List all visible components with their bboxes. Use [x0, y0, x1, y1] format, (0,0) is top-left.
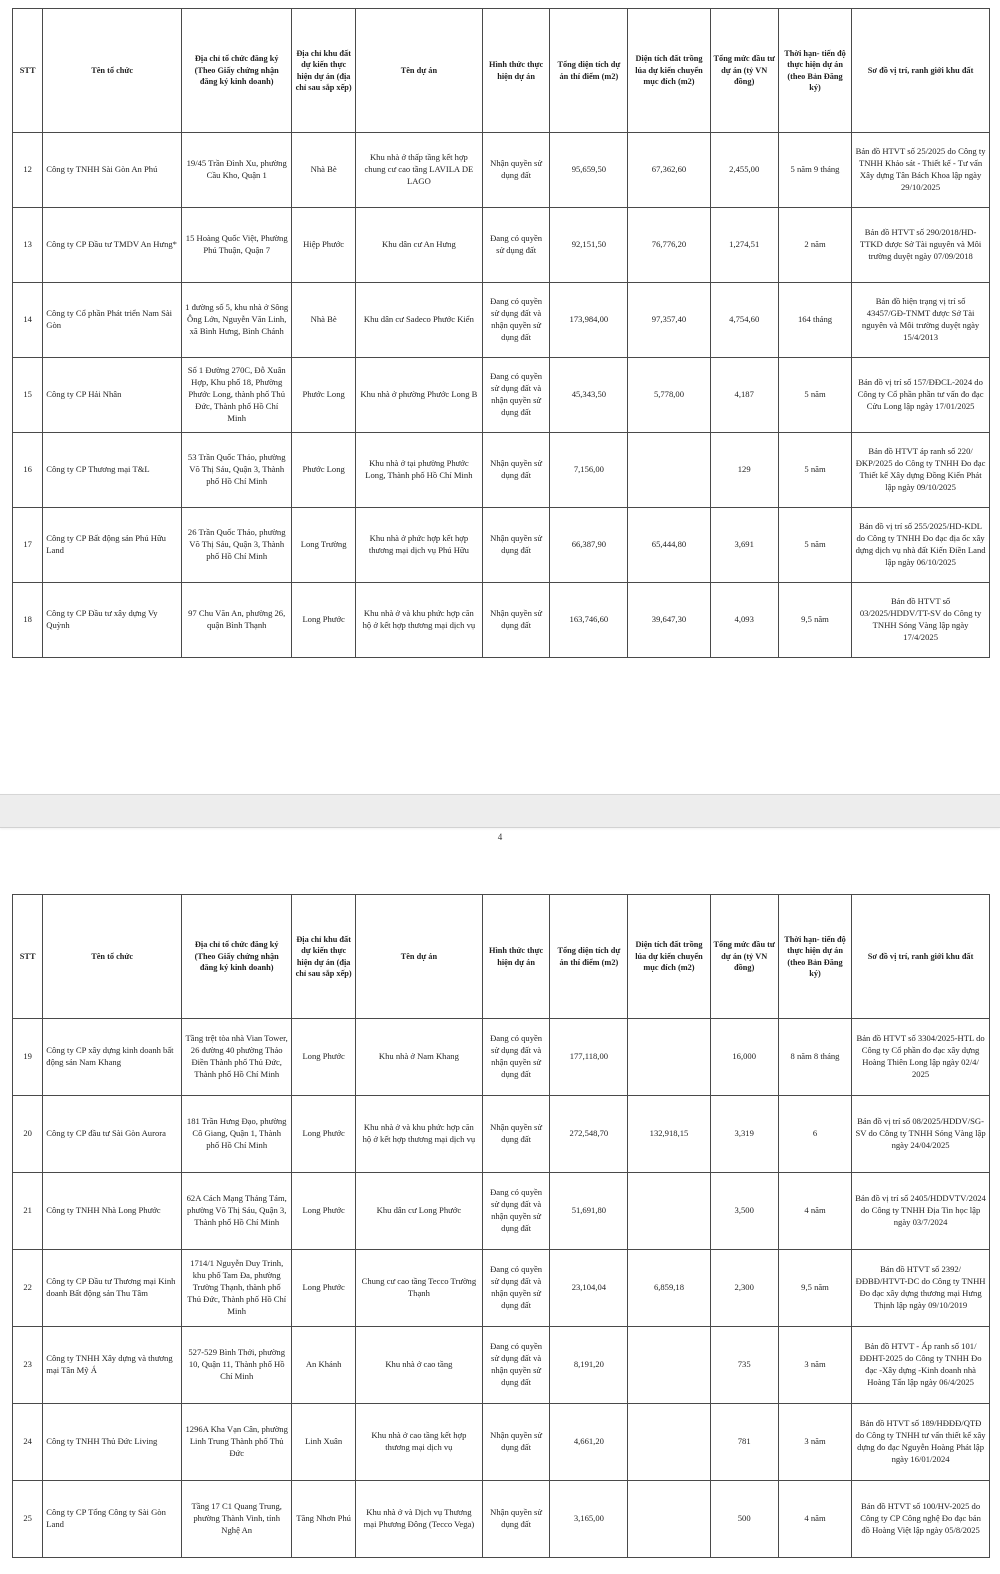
- cell-project-name: Khu nhà ở Nam Khang: [355, 1019, 482, 1096]
- cell-project-name: Khu nhà ở và Dịch vụ Thương mại Phương Đông (Tecco Vega): [355, 1481, 482, 1558]
- cell-map-info: Bản đồ hiện trạng vị trí số 43457/GĐ-TNMT được Sở Tài nguyên và Môi trường duyệt ngày 15/4/2013: [852, 283, 990, 358]
- projects-table-page-top: [12, 8, 990, 658]
- cell-land-address: Long Phước: [292, 1096, 356, 1173]
- page-number-row: [0, 828, 1000, 894]
- cell-organization-name: Công ty CP Hải Nhân: [43, 358, 182, 433]
- cell-rice-land-area: 65,444,80: [628, 508, 710, 583]
- cell-investment-amount: 3,691: [710, 508, 778, 583]
- table-row: [13, 433, 990, 508]
- cell-rice-land-area: 67,362,60: [628, 133, 710, 208]
- cell-stt: 14: [13, 283, 43, 358]
- cell-stt: 15: [13, 358, 43, 433]
- cell-total-area: 66,387,90: [550, 508, 628, 583]
- cell-total-area: 8,191,20: [550, 1327, 628, 1404]
- cell-organization-address: 26 Trần Quốc Thảo, phường Võ Thị Sáu, Quận 3, Thành phố Hồ Chí Minh: [182, 508, 292, 583]
- cell-implementation-form: Nhận quyền sử dụng đất: [482, 508, 549, 583]
- cell-organization-name: Công ty TNHH Nhà Long Phước: [43, 1173, 182, 1250]
- cell-stt: 25: [13, 1481, 43, 1558]
- table-row: [13, 1096, 990, 1173]
- cell-total-area: 177,118,00: [550, 1019, 628, 1096]
- cell-investment-amount: 3,319: [710, 1096, 778, 1173]
- table-row: [13, 583, 990, 658]
- cell-land-address: Long Phước: [292, 1250, 356, 1327]
- cell-stt: 16: [13, 433, 43, 508]
- cell-organization-name: Công ty CP Đầu tư Thương mại Kinh doanh Bất động sản Thu Tâm: [43, 1250, 182, 1327]
- cell-duration: 9,5 năm: [778, 583, 851, 658]
- cell-organization-address: 19/45 Trần Đình Xu, phường Cầu Kho, Quận 1: [182, 133, 292, 208]
- cell-organization-name: Công ty TNHH Sài Gòn An Phú: [43, 133, 182, 208]
- cell-project-name: Chung cư cao tầng Tecco Trường Thạnh: [355, 1250, 482, 1327]
- cell-organization-address: 53 Trần Quốc Thảo, phường Võ Thị Sáu, Quận 3, Thành phố Hồ Chí Minh: [182, 433, 292, 508]
- cell-organization-name: Công ty CP Thương mại T&L: [43, 433, 182, 508]
- cell-land-address: Tăng Nhơn Phú: [292, 1481, 356, 1558]
- cell-duration: 5 năm 9 tháng: [778, 133, 851, 208]
- cell-land-address: Long Phước: [292, 1173, 356, 1250]
- cell-rice-land-area: 97,357,40: [628, 283, 710, 358]
- table-row: [13, 1481, 990, 1558]
- cell-rice-land-area: [628, 1481, 710, 1558]
- cell-stt: 23: [13, 1327, 43, 1404]
- cell-organization-address: 527-529 Bình Thới, phường 10, Quận 11, Thành phố Hồ Chí Minh: [182, 1327, 292, 1404]
- cell-stt: 24: [13, 1404, 43, 1481]
- cell-total-area: 3,165,00: [550, 1481, 628, 1558]
- page-4-top-section: [0, 0, 1000, 658]
- cell-investment-amount: 3,500: [710, 1173, 778, 1250]
- cell-map-info: Bản đồ HTVT số 03/2025/HDDV/TT-SV do Công ty TNHH Sóng Vàng lập ngày 17/4/2025: [852, 583, 990, 658]
- cell-total-area: 92,151,50: [550, 208, 628, 283]
- cell-duration: 5 năm: [778, 433, 851, 508]
- table-row: [13, 1173, 990, 1250]
- cell-investment-amount: 735: [710, 1327, 778, 1404]
- cell-organization-address: Tầng trệt tòa nhà Vian Tower, 26 đường 40 phường Thảo Điền Thành phố Thủ Đức, Thành phố Hồ Chí Minh: [182, 1019, 292, 1096]
- cell-organization-address: 15 Hoàng Quốc Việt, Phường Phú Thuận, Quận 7: [182, 208, 292, 283]
- table-row: [13, 283, 990, 358]
- cell-investment-amount: 781: [710, 1404, 778, 1481]
- cell-investment-amount: 4,093: [710, 583, 778, 658]
- cell-implementation-form: Nhận quyền sử dụng đất: [482, 583, 549, 658]
- cell-investment-amount: 2,300: [710, 1250, 778, 1327]
- column-header: Sơ đồ vị trí, ranh giới khu đất: [852, 9, 990, 133]
- cell-organization-address: 1296A Kha Vạn Cân, phường Linh Trung Thành phố Thủ Đức: [182, 1404, 292, 1481]
- table-row: [13, 208, 990, 283]
- cell-organization-address: 1714/1 Nguyễn Duy Trinh, khu phố Tam Đa, phường Trường Thạnh, thành phố Thủ Đức, Thành phố Hồ Chí Minh: [182, 1250, 292, 1327]
- cell-project-name: Khu nhà ở cao tầng: [355, 1327, 482, 1404]
- column-header: Tổng diện tích dự án thí điểm (m2): [550, 9, 628, 133]
- cell-map-info: Bản đồ vị trí số 157/ĐĐCL-2024 do Công ty Cổ phần phần tư vấn đo đạc Cửu Long lập ngày 17/01/2025: [852, 358, 990, 433]
- cell-rice-land-area: 39,647,30: [628, 583, 710, 658]
- cell-organization-address: 62A Cách Mạng Tháng Tám, phường Võ Thị Sáu, Quận 3, Thành phố Hồ Chí Minh: [182, 1173, 292, 1250]
- column-header: Địa chỉ tổ chức đăng ký (Theo Giấy chứng nhận đăng ký kinh doanh): [182, 895, 292, 1019]
- cell-investment-amount: 129: [710, 433, 778, 508]
- cell-map-info: Bản đồ HTVT áp ranh số 220/ĐKP/2025 do Công ty TNHH Đo đạc Thiết kế Xây dựng Đồng Kiến Phát lập ngày 09/10/2025: [852, 433, 990, 508]
- table-row: [13, 508, 990, 583]
- column-header: Tổng diện tích dự án thí điểm (m2): [550, 895, 628, 1019]
- cell-land-address: Linh Xuân: [292, 1404, 356, 1481]
- cell-map-info: Bản đồ HTVT số 290/2018/HD-TTKD được Sở Tài nguyên và Môi trường duyệt ngày 07/09/2018: [852, 208, 990, 283]
- cell-implementation-form: Nhận quyền sử dụng đất: [482, 1096, 549, 1173]
- cell-project-name: Khu nhà ở cao tầng kết hợp thương mại dịch vụ: [355, 1404, 482, 1481]
- cell-investment-amount: 1,274,51: [710, 208, 778, 283]
- cell-organization-address: Tầng 17 C1 Quang Trung, phường Thành Vinh, tỉnh Nghệ An: [182, 1481, 292, 1558]
- table-header: [13, 895, 990, 1019]
- page-bottom-margin: [0, 658, 1000, 794]
- table-header: [13, 9, 990, 133]
- cell-map-info: Bản đồ HTVT số 2392/ĐĐBĐ/HTVT-DC do Công ty TNHH Đo đạc xây dựng thương mại Hưng Thịnh lập ngày 09/10/2019: [852, 1250, 990, 1327]
- column-header: Sơ đồ vị trí, ranh giới khu đất: [852, 895, 990, 1019]
- cell-rice-land-area: 5,778,00: [628, 358, 710, 433]
- header-row: [13, 9, 990, 133]
- cell-organization-address: 97 Chu Văn An, phường 26, quận Bình Thạnh: [182, 583, 292, 658]
- cell-organization-name: Công ty CP Đầu tư TMDV An Hưng*: [43, 208, 182, 283]
- cell-stt: 18: [13, 583, 43, 658]
- cell-organization-name: Công ty CP Tổng Công ty Sài Gòn Land: [43, 1481, 182, 1558]
- cell-total-area: 4,661,20: [550, 1404, 628, 1481]
- cell-duration: 2 năm: [778, 208, 851, 283]
- cell-rice-land-area: [628, 1019, 710, 1096]
- cell-stt: 19: [13, 1019, 43, 1096]
- table-body: [13, 133, 990, 658]
- cell-organization-name: Công ty TNHH Thủ Đức Living: [43, 1404, 182, 1481]
- cell-project-name: Khu nhà ở thấp tầng kết hợp chung cư cao tầng LAVILA DE LAGO: [355, 133, 482, 208]
- cell-duration: 164 tháng: [778, 283, 851, 358]
- cell-organization-name: Công ty CP xây dựng kinh doanh bất động sản Nam Khang: [43, 1019, 182, 1096]
- table-row: [13, 1327, 990, 1404]
- cell-total-area: 272,548,70: [550, 1096, 628, 1173]
- cell-duration: 6: [778, 1096, 851, 1173]
- cell-land-address: Long Phước: [292, 583, 356, 658]
- cell-project-name: Khu nhà ở phức hợp kết hợp thương mại dịch vụ Phú Hữu: [355, 508, 482, 583]
- table-row: [13, 1019, 990, 1096]
- page-number: 4: [497, 832, 503, 842]
- cell-land-address: Nhà Bè: [292, 133, 356, 208]
- cell-duration: 8 năm 8 tháng: [778, 1019, 851, 1096]
- cell-organization-address: 181 Trần Hưng Đạo, phường Cô Giang, Quận 1, Thành phố Hồ Chí Minh: [182, 1096, 292, 1173]
- cell-total-area: 51,691,80: [550, 1173, 628, 1250]
- cell-implementation-form: Nhận quyền sử dụng đất: [482, 133, 549, 208]
- column-header: Tên tổ chức: [43, 895, 182, 1019]
- cell-land-address: Long Phước: [292, 1019, 356, 1096]
- cell-map-info: Bản đồ HTVT số 100/HV-2025 do Công ty CP Công nghệ Đo đạc bản đồ Hoàng Việt lập ngày 05/8/2025: [852, 1481, 990, 1558]
- cell-total-area: 23,104,04: [550, 1250, 628, 1327]
- cell-implementation-form: Đang có quyền sử dụng đất: [482, 208, 549, 283]
- cell-stt: 20: [13, 1096, 43, 1173]
- cell-duration: 4 năm: [778, 1481, 851, 1558]
- cell-implementation-form: Đang có quyền sử dụng đất và nhận quyền sử dụng đất: [482, 1019, 549, 1096]
- cell-total-area: 163,746,60: [550, 583, 628, 658]
- cell-investment-amount: 16,000: [710, 1019, 778, 1096]
- cell-organization-address: Số 1 Đường 270C, Đỗ Xuân Hợp, Khu phố 18, Phường Phước Long, thành phố Thủ Đức, Thành phố Hồ Chí Minh: [182, 358, 292, 433]
- cell-land-address: An Khánh: [292, 1327, 356, 1404]
- cell-total-area: 7,156,00: [550, 433, 628, 508]
- cell-duration: 5 năm: [778, 508, 851, 583]
- cell-stt: 21: [13, 1173, 43, 1250]
- cell-duration: 5 năm: [778, 358, 851, 433]
- cell-map-info: Bản đồ vị trí số 2405/HDDVTV/2024 do Công ty TNHH Địa Tin học lập ngày 03/7/2024: [852, 1173, 990, 1250]
- column-header: STT: [13, 9, 43, 133]
- cell-rice-land-area: [628, 1173, 710, 1250]
- cell-map-info: Bản đồ vị trí số 255/2025/HD-KDL do Công ty TNHH Đo đạc địa ốc xây dựng dịch vụ nhà đất Kiến Điền Land lập ngày 06/10/2025: [852, 508, 990, 583]
- column-header: Diện tích đất trồng lúa dự kiến chuyển mục đích (m2): [628, 9, 710, 133]
- cell-project-name: Khu dân cư Long Phước: [355, 1173, 482, 1250]
- column-header: Địa chỉ khu đất dự kiến thực hiện dự án (địa chỉ sau sắp xếp): [292, 9, 356, 133]
- cell-rice-land-area: 132,918,15: [628, 1096, 710, 1173]
- table-row: [13, 358, 990, 433]
- cell-investment-amount: 4,754,60: [710, 283, 778, 358]
- cell-project-name: Khu nhà ở và khu phức hợp căn hộ ở kết hợp thương mại dịch vụ: [355, 583, 482, 658]
- column-header: Địa chỉ khu đất dự kiến thực hiện dự án (địa chỉ sau sắp xếp): [292, 895, 356, 1019]
- cell-project-name: Khu nhà ở và khu phức hợp căn hộ ở kết hợp thương mại dịch vụ: [355, 1096, 482, 1173]
- cell-duration: 3 năm: [778, 1404, 851, 1481]
- cell-implementation-form: Nhận quyền sử dụng đất: [482, 433, 549, 508]
- cell-implementation-form: Đang có quyền sử dụng đất và nhận quyền sử dụng đất: [482, 1250, 549, 1327]
- table-row: [13, 133, 990, 208]
- cell-land-address: Nhà Bè: [292, 283, 356, 358]
- cell-map-info: Bản đồ HTVT số 3304/2025-HTL do Công ty Cổ phần đo đạc xây dựng Hoàng Thiên Long lập ngày 02/4/ 2025: [852, 1019, 990, 1096]
- cell-map-info: Bản đồ HTVT số 189/HĐĐĐ/QTĐ do Công ty TNHH tư vấn thiết kế xây dựng đo đạc Nguyễn Hoàng Phát lập ngày 16/01/2024: [852, 1404, 990, 1481]
- column-header: Tên tổ chức: [43, 9, 182, 133]
- column-header: Diện tích đất trồng lúa dự kiến chuyển mục đích (m2): [628, 895, 710, 1019]
- column-header: Tổng mức đầu tư dự án (tỷ VN đồng): [710, 9, 778, 133]
- cell-investment-amount: 4,187: [710, 358, 778, 433]
- cell-total-area: 173,984,00: [550, 283, 628, 358]
- column-header: Thời hạn- tiến độ thực hiện dự án (theo Bản Đăng ký): [778, 895, 851, 1019]
- column-header: Hình thức thực hiện dự án: [482, 895, 549, 1019]
- page-separator-bar: [0, 794, 1000, 828]
- cell-organization-name: Công ty CP Bất động sản Phú Hữu Land: [43, 508, 182, 583]
- column-header: Địa chỉ tổ chức đăng ký (Theo Giấy chứng nhận đăng ký kinh doanh): [182, 9, 292, 133]
- cell-project-name: Khu nhà ở phường Phước Long B: [355, 358, 482, 433]
- cell-duration: 9,5 năm: [778, 1250, 851, 1327]
- cell-investment-amount: 2,455,00: [710, 133, 778, 208]
- cell-project-name: Khu dân cư An Hưng: [355, 208, 482, 283]
- cell-stt: 12: [13, 133, 43, 208]
- cell-project-name: Khu nhà ở tại phường Phước Long, Thành phố Hồ Chí Minh: [355, 433, 482, 508]
- cell-project-name: Khu dân cư Sadeco Phước Kiển: [355, 283, 482, 358]
- cell-map-info: Bản đồ HTVT - Áp ranh số 101/ĐĐHT-2025 do Công ty TNHH Đo đạc -Xây dựng -Kinh doanh nhà Hoàng Tấn lập ngày 06/4/2025: [852, 1327, 990, 1404]
- cell-land-address: Hiệp Phước: [292, 208, 356, 283]
- column-header: Tên dự án: [355, 895, 482, 1019]
- cell-stt: 13: [13, 208, 43, 283]
- cell-rice-land-area: [628, 1404, 710, 1481]
- table-row: [13, 1250, 990, 1327]
- cell-duration: 3 năm: [778, 1327, 851, 1404]
- cell-land-address: Phước Long: [292, 433, 356, 508]
- table-body: [13, 1019, 990, 1558]
- cell-rice-land-area: 6,859,18: [628, 1250, 710, 1327]
- cell-rice-land-area: 76,776,20: [628, 208, 710, 283]
- cell-duration: 4 năm: [778, 1173, 851, 1250]
- page-5-top-section: [0, 894, 1000, 1558]
- column-header: STT: [13, 895, 43, 1019]
- cell-organization-name: Công ty CP đầu tư Sài Gòn Aurora: [43, 1096, 182, 1173]
- projects-table-page-bottom: [12, 894, 990, 1558]
- cell-implementation-form: Nhận quyền sử dụng đất: [482, 1481, 549, 1558]
- column-header: Tổng mức đầu tư dự án (tỷ VN đồng): [710, 895, 778, 1019]
- cell-implementation-form: Đang có quyền sử dụng đất và nhận quyền sử dụng đất: [482, 358, 549, 433]
- cell-organization-name: Công ty CP Đầu tư xây dựng Vy Quỳnh: [43, 583, 182, 658]
- cell-implementation-form: Đang có quyền sử dụng đất và nhận quyền sử dụng đất: [482, 1327, 549, 1404]
- cell-investment-amount: 500: [710, 1481, 778, 1558]
- cell-map-info: Bản đồ vị trí số 08/2025/HDDV/SG-SV do Công ty TNHH Sóng Vàng lập ngày 24/04/2025: [852, 1096, 990, 1173]
- cell-stt: 22: [13, 1250, 43, 1327]
- cell-land-address: Phước Long: [292, 358, 356, 433]
- column-header: Tên dự án: [355, 9, 482, 133]
- cell-total-area: 95,659,50: [550, 133, 628, 208]
- header-row: [13, 895, 990, 1019]
- cell-rice-land-area: [628, 1327, 710, 1404]
- cell-implementation-form: Nhận quyền sử dụng đất: [482, 1404, 549, 1481]
- cell-map-info: Bản đồ HTVT số 25/2025 do Công ty TNHH Khảo sát - Thiết kế - Tư vấn Xây dựng Tân Bách Khoa lập ngày 29/10/2025: [852, 133, 990, 208]
- cell-organization-name: Công ty Cổ phần Phát triển Nam Sài Gòn: [43, 283, 182, 358]
- column-header: Thời hạn- tiến độ thực hiện dự án (theo Bản Đăng ký): [778, 9, 851, 133]
- cell-implementation-form: Đang có quyền sử dụng đất và nhận quyền sử dụng đất: [482, 283, 549, 358]
- cell-implementation-form: Đang có quyền sử dụng đất và nhận quyền sử dụng đất: [482, 1173, 549, 1250]
- cell-organization-name: Công ty TNHH Xây dựng và thương mại Tân Mỹ Á: [43, 1327, 182, 1404]
- cell-land-address: Long Trường: [292, 508, 356, 583]
- cell-organization-address: 1 đường số 5, khu nhà ở Sông Ông Lớn, Nguyễn Văn Linh, xã Bình Hưng, Bình Chánh: [182, 283, 292, 358]
- column-header: Hình thức thực hiện dự án: [482, 9, 549, 133]
- cell-stt: 17: [13, 508, 43, 583]
- cell-total-area: 45,343,50: [550, 358, 628, 433]
- table-row: [13, 1404, 990, 1481]
- cell-rice-land-area: [628, 433, 710, 508]
